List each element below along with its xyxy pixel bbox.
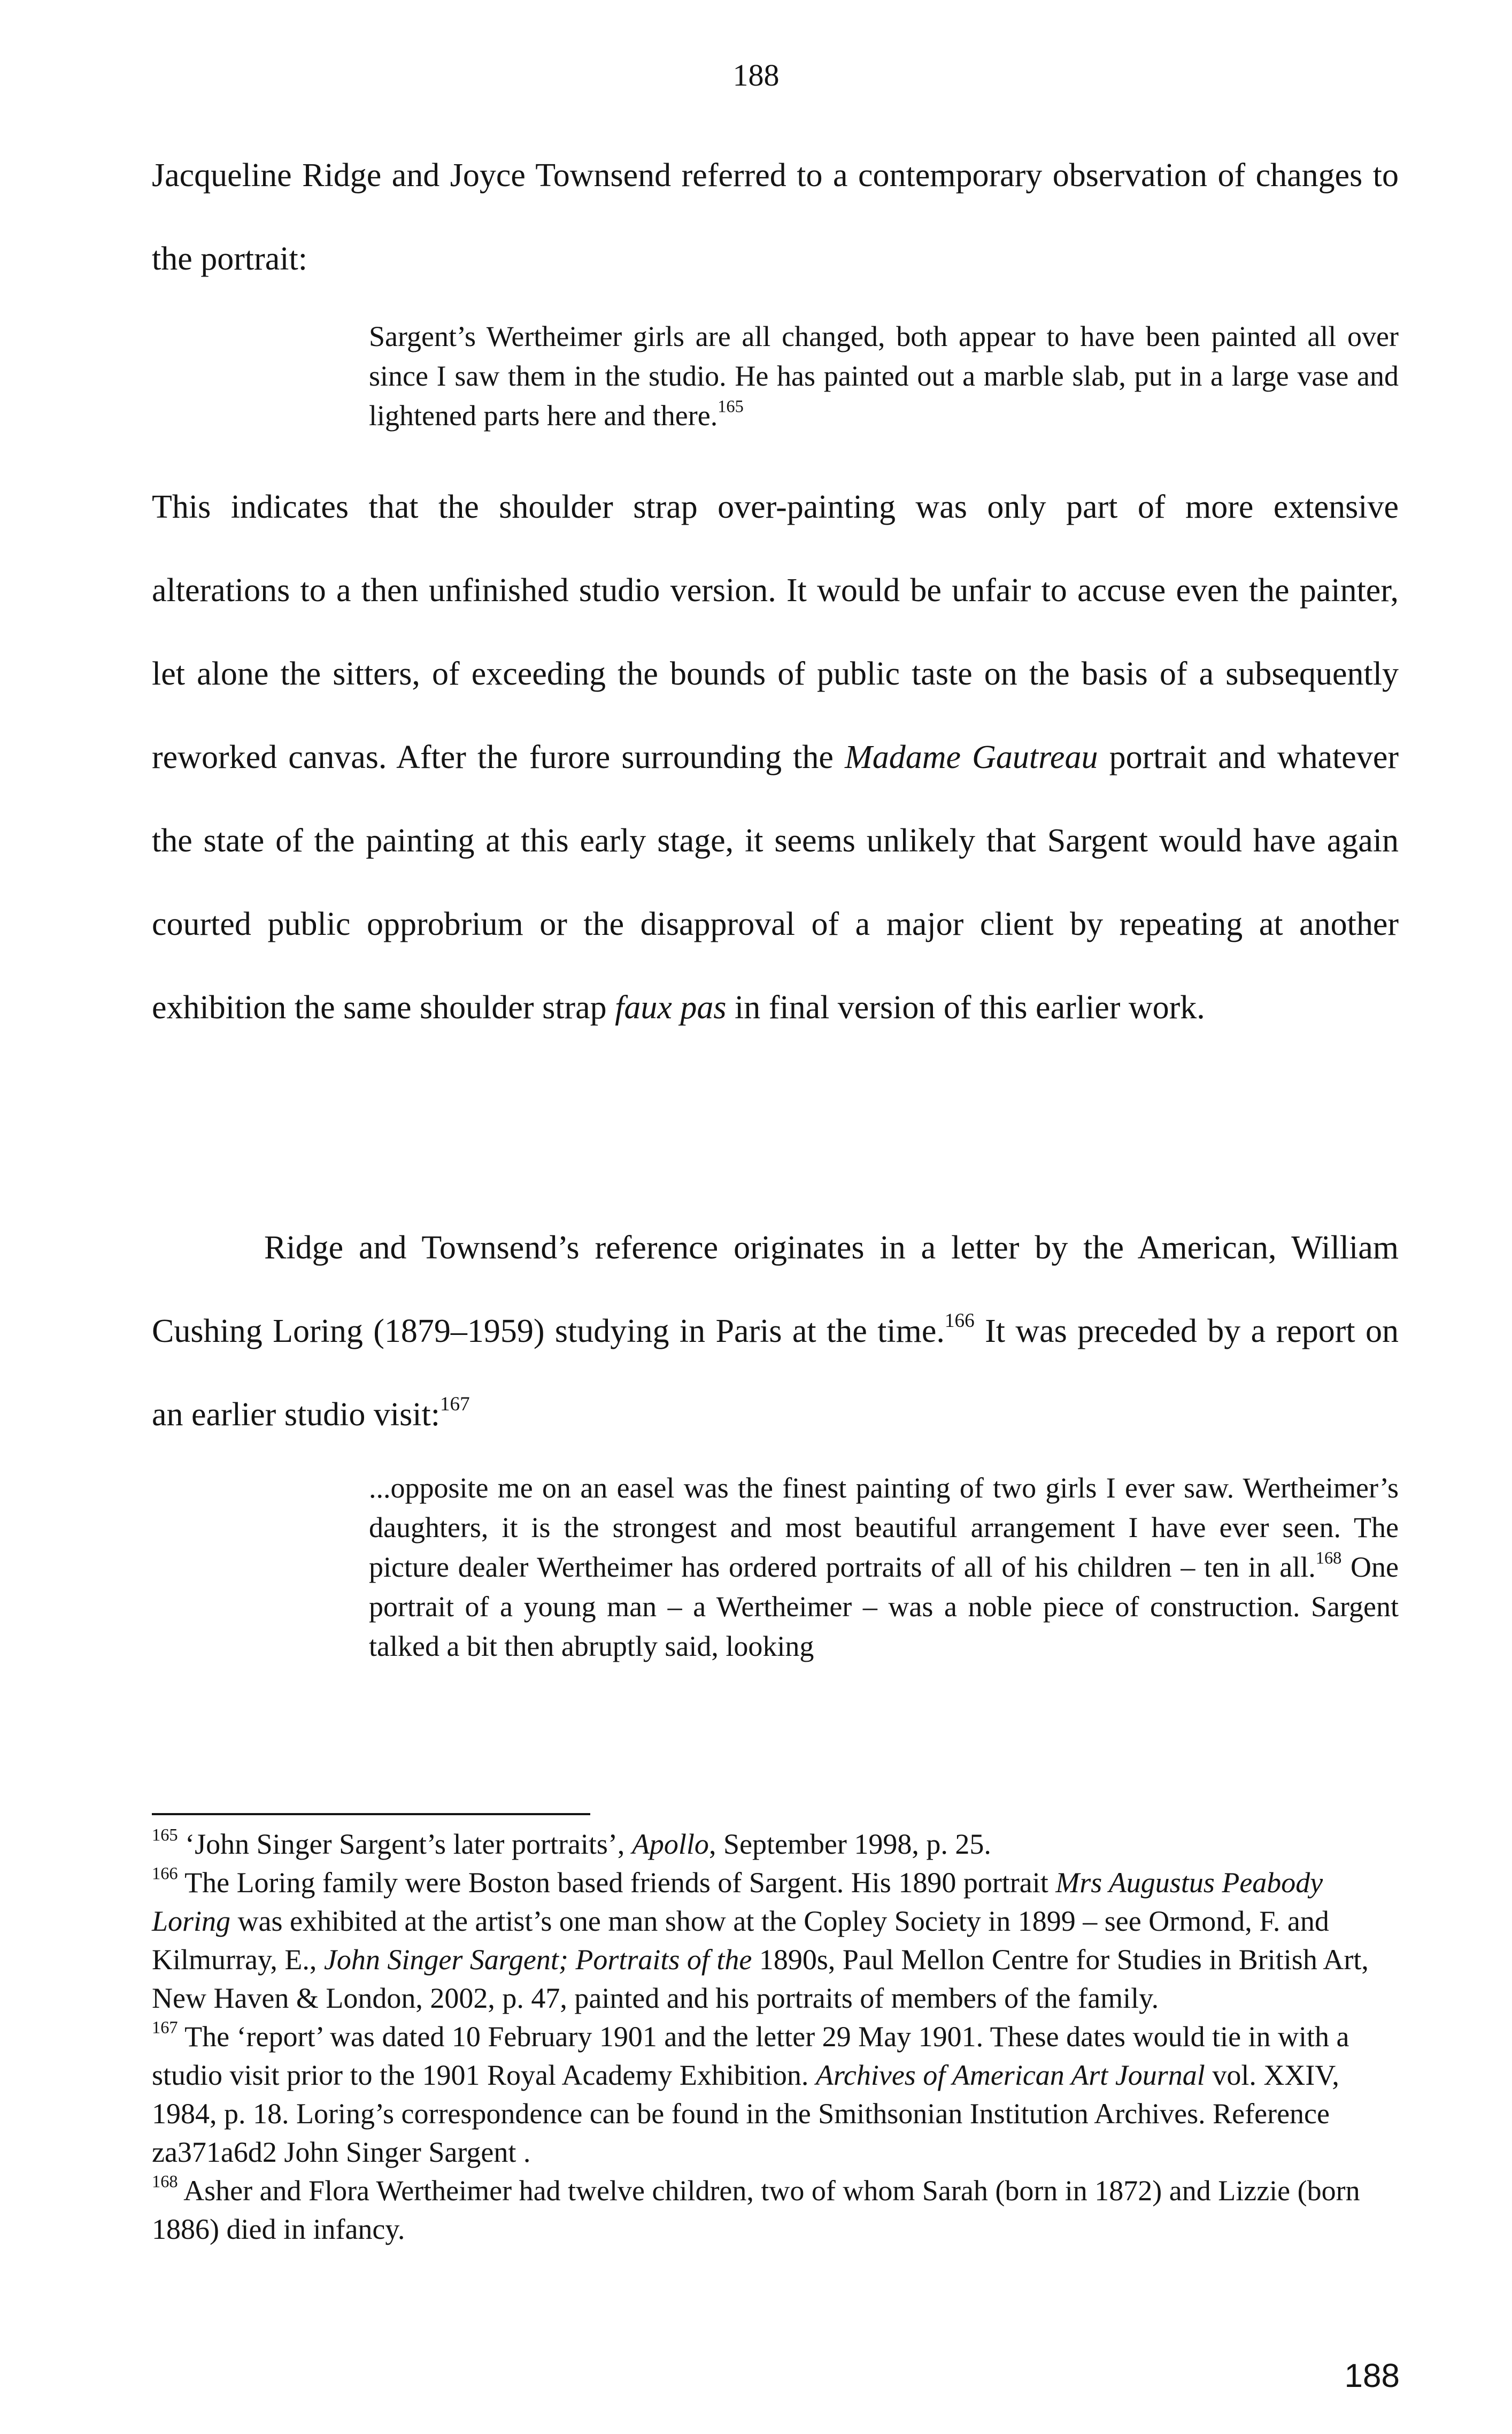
footnote-text: Asher and Flora Wertheimer had twelve children, two of whom Sarah (born in 1872) and Lizzie (born 1886) died in infancy. bbox=[152, 2175, 1360, 2245]
footnote-166 bbox=[152, 1863, 1403, 2017]
paragraph-reference-part-b: It was preceded by a report on an earlier studio visit: bbox=[152, 1313, 1399, 1433]
footnote-italic: Archives of American Art Journal bbox=[815, 2059, 1205, 2091]
block-quote-1 bbox=[369, 317, 1399, 435]
paragraph-analysis bbox=[152, 465, 1399, 1049]
paragraph-analysis-part-b: portrait and whatever the state of the painting at this early stage, it seems unlikely that Sargent would have again courted public opprobrium or the disapproval of a major client by repeating at another exhibition the same shoulder strap bbox=[152, 739, 1399, 1026]
footnote-168 bbox=[152, 2171, 1403, 2248]
footnote-divider bbox=[152, 1813, 590, 1815]
page-number-top: 188 bbox=[732, 58, 780, 93]
block-quote-2-part-b: One portrait of a young man – a Wertheimer – was a noble piece of construction. Sargent talked a bit then abruptly said, looking bbox=[369, 1551, 1399, 1662]
footnote-165 bbox=[152, 1825, 1403, 1863]
block-quote-2 bbox=[369, 1468, 1399, 1666]
term-faux-pas: faux pas bbox=[615, 989, 727, 1026]
footnote-text: The Loring family were Boston based friends of Sargent. His 1890 portrait bbox=[178, 1867, 1056, 1899]
paragraph-reference bbox=[152, 1206, 1399, 1456]
footnote-italic: Apollo bbox=[631, 1828, 709, 1860]
paragraph-analysis-part-a: This indicates that the shoulder strap over-painting was only part of more extensive alterations to a then unfinished studio version. It would be unfair to accuse even the painter, let alone the sitters, of exceeding the bounds of public taste on the basis of a subsequently reworked canvas. After the furore surrounding the bbox=[152, 489, 1399, 775]
footnote-italic: John Singer Sargent; Portraits of the bbox=[323, 1944, 752, 1976]
footnotes-section bbox=[152, 1825, 1403, 2248]
footnote-167 bbox=[152, 2017, 1403, 2171]
footnote-text: was exhibited at the artist’s one man show at the Copley Society in 1899 – see Ormond, F. and Kilmurray, E., bbox=[152, 1905, 1329, 1976]
footnote-text: ‘John Singer Sargent’s later portraits’, bbox=[178, 1828, 632, 1860]
footnote-text: The ‘report’ was dated 10 February 1901 and the letter 29 May 1901. These dates would tie in with a studio visit prior to the 1901 Royal Academy Exhibition. bbox=[152, 2021, 1349, 2091]
title-madame-gautreau: Madame Gautreau bbox=[845, 739, 1098, 775]
footnote-ref-167[interactable]: 167 bbox=[439, 1393, 470, 1416]
paragraph-intro: Jacqueline Ridge and Joyce Townsend referred to a contemporary observation of changes to the portrait: bbox=[152, 157, 1399, 277]
footnote-text: , September 1998, p. 25. bbox=[708, 1828, 991, 1860]
footnote-number: 168 bbox=[152, 2172, 178, 2192]
footnote-text: 1890s, Paul Mellon Centre for Studies in British Art, New Haven & London, 2002, p. 47, painted and his portraits of members of the family. bbox=[152, 1944, 1369, 2014]
footnote-text: vol. XXIV, 1984, p. 18. Loring’s correspondence can be found in the Smithsonian Institution Archives. Reference za371a6d2 John Singer Sargent . bbox=[152, 2059, 1339, 2168]
footnote-number: 165 bbox=[152, 1825, 178, 1845]
page-number-bottom: 188 bbox=[1344, 2358, 1400, 2394]
footnote-ref-166[interactable]: 166 bbox=[944, 1310, 975, 1332]
footnote-ref-165[interactable]: 165 bbox=[718, 397, 744, 417]
block-quote-2-part-a: ...opposite me on an easel was the finest painting of two girls I ever saw. Wertheimer’s daughters, it is the strongest and most beautiful arrangement I have ever seen. The picture dealer Wertheimer has ordered portraits of all of his children – ten in all. bbox=[369, 1472, 1399, 1583]
footnote-number: 166 bbox=[152, 1864, 178, 1884]
footnote-italic: Mrs Augustus Peabody Loring bbox=[152, 1867, 1323, 1937]
footnote-ref-168[interactable]: 168 bbox=[1315, 1548, 1342, 1568]
block-quote-1-text: Sargent’s Wertheimer girls are all changed, both appear to have been painted all over since I saw them in the studio. He has painted out a marble slab, put in a large vase and lightened parts here and there. bbox=[369, 320, 1399, 432]
footnote-number: 167 bbox=[152, 2018, 178, 2038]
paragraph-analysis-part-c: in final version of this earlier work. bbox=[726, 989, 1205, 1026]
paragraph-reference-part-a: Ridge and Townsend’s reference originates in a letter by the American, William Cushing Loring (1879–1959) studying in Paris at the time. bbox=[152, 1230, 1399, 1349]
